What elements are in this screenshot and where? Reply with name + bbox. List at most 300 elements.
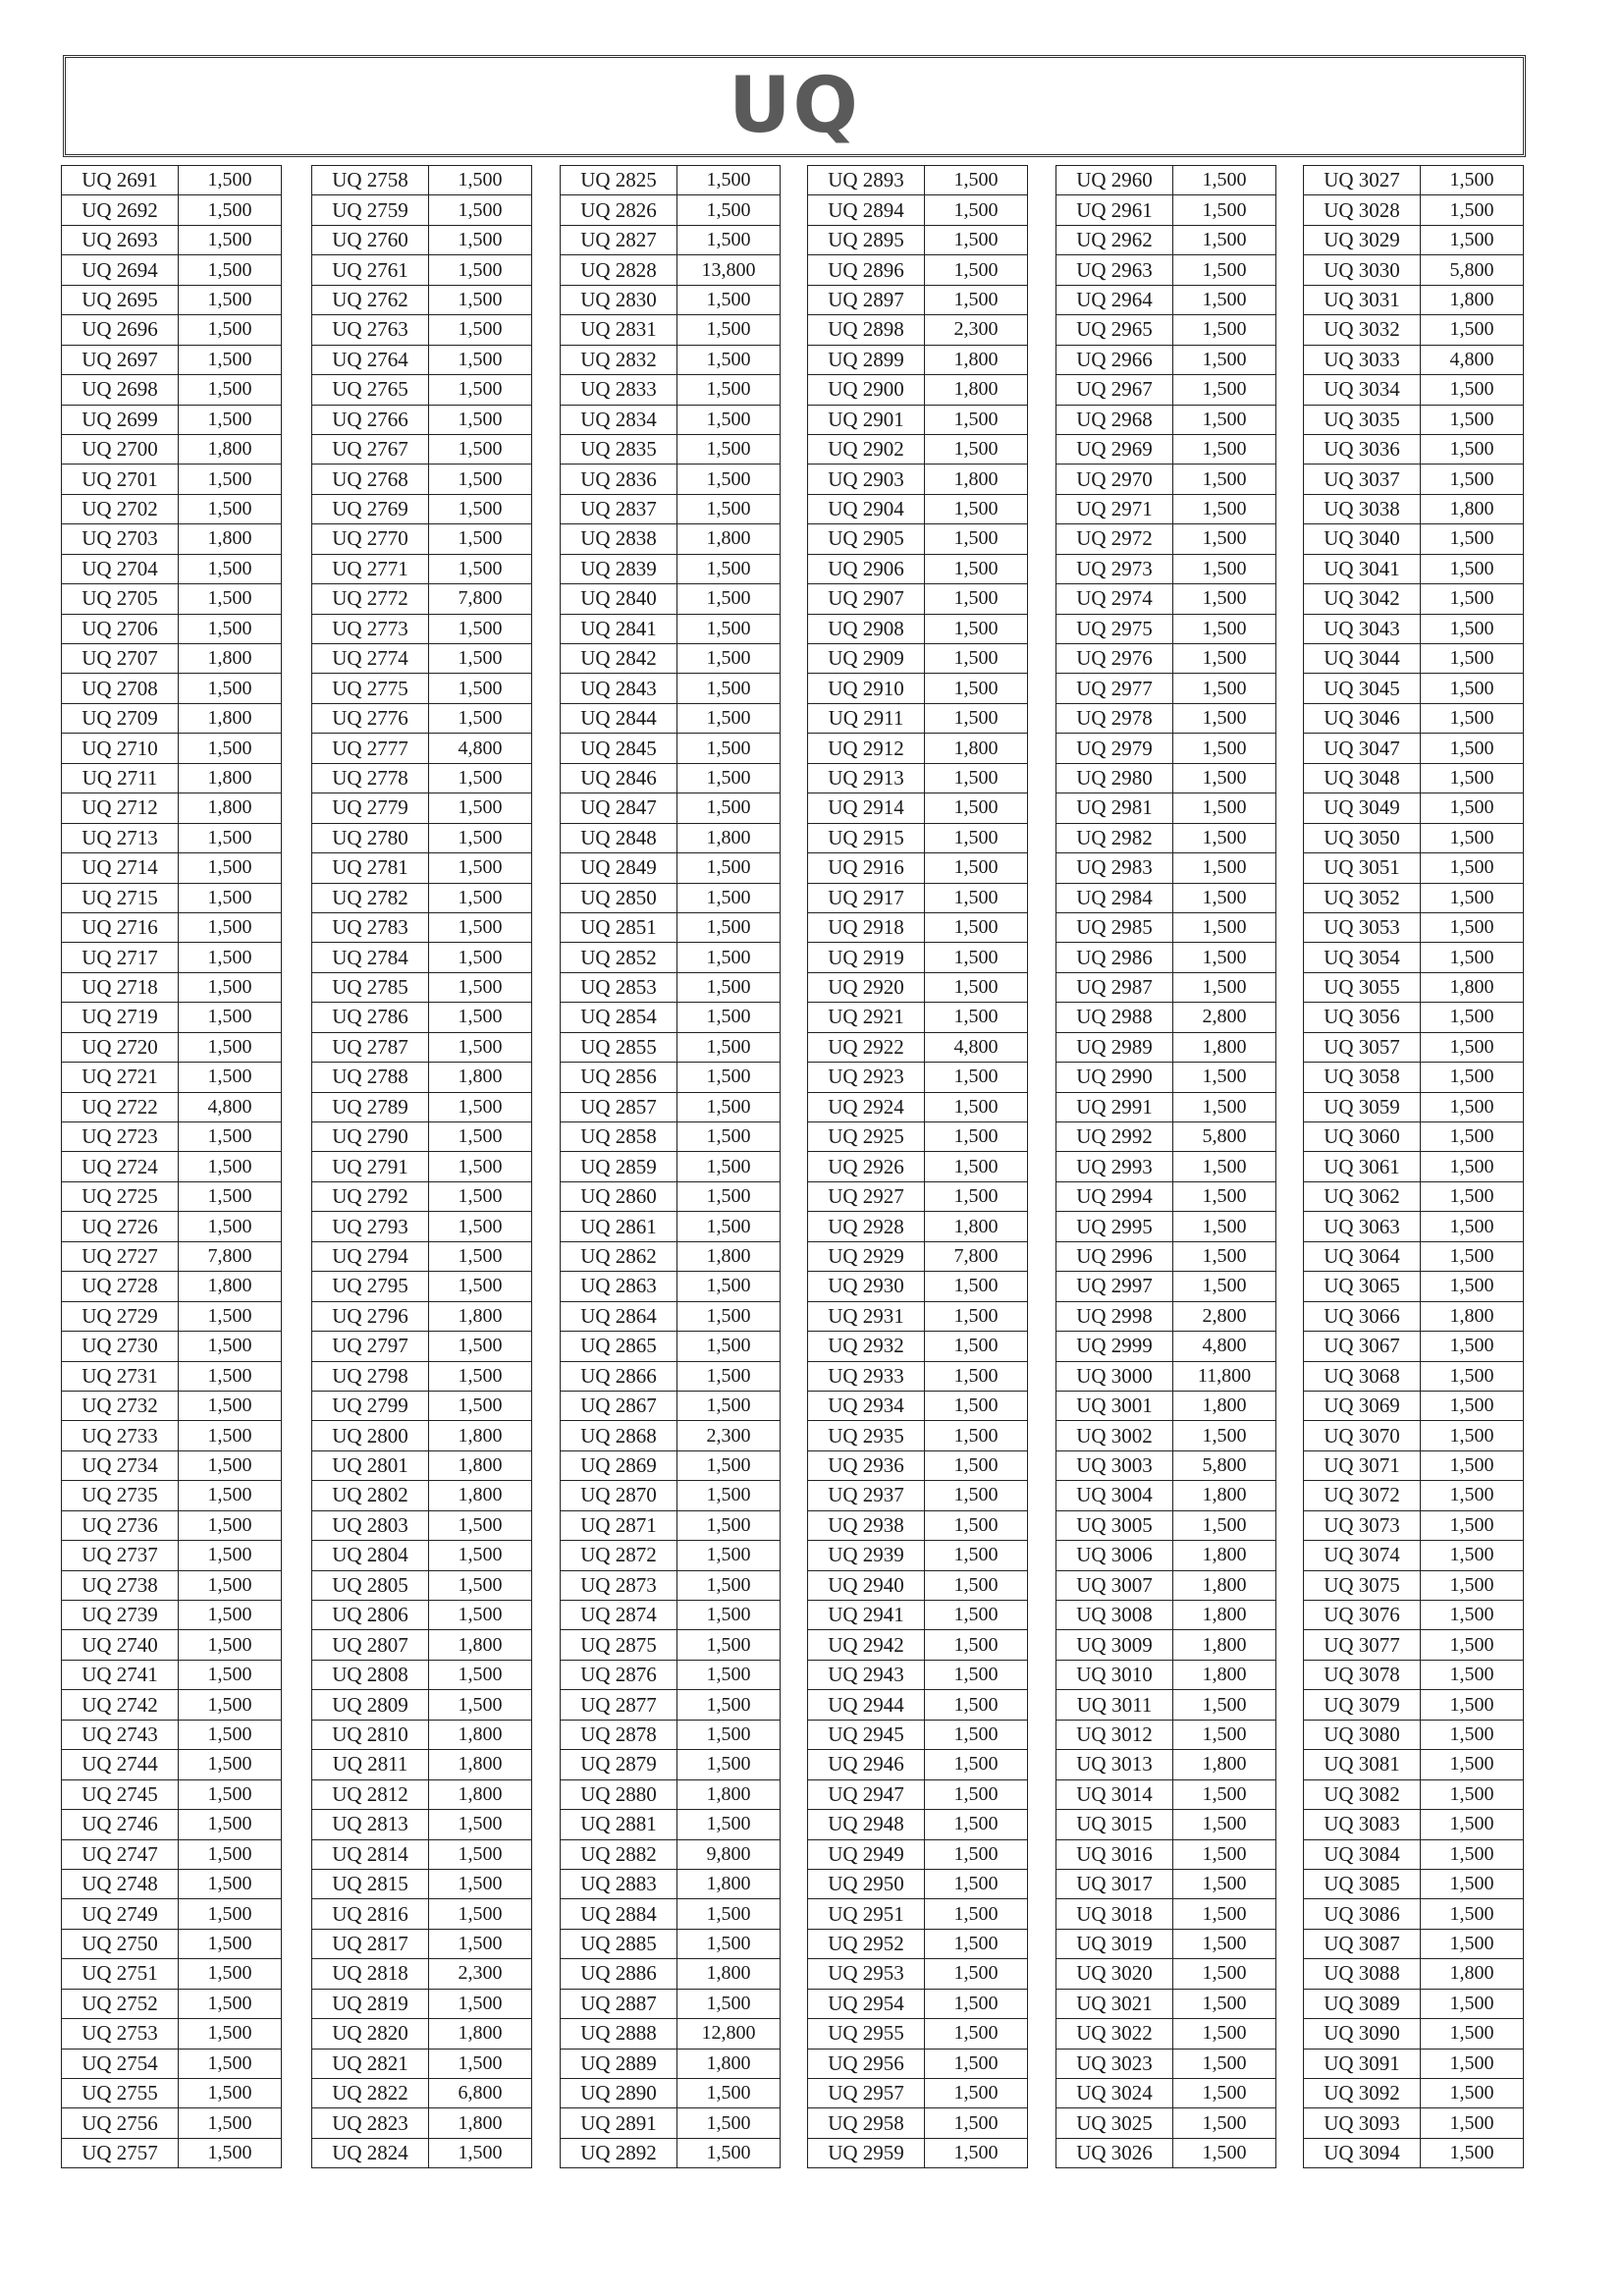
- item-code: UQ 2859: [561, 1152, 677, 1181]
- table-row: [1056, 1510, 1276, 1540]
- item-price: 1,500: [1173, 1690, 1276, 1720]
- table-row: [1056, 1839, 1276, 1869]
- item-code: UQ 2768: [312, 465, 429, 494]
- item-code: UQ 3079: [1304, 1690, 1421, 1720]
- table-row: [62, 2049, 282, 2078]
- item-price: 1,500: [1173, 793, 1276, 823]
- item-price: 1,500: [179, 1929, 282, 1958]
- table-row: [1304, 1989, 1524, 2018]
- item-code: UQ 2907: [808, 584, 925, 614]
- table-row: [1056, 2049, 1276, 2078]
- item-code: UQ 2962: [1056, 225, 1173, 254]
- item-price: 1,500: [677, 644, 781, 674]
- table-row: [62, 1181, 282, 1211]
- table-row: [312, 1601, 532, 1630]
- item-price: 1,500: [429, 1122, 532, 1152]
- table-row: [1056, 1570, 1276, 1600]
- item-price: 1,500: [179, 1510, 282, 1540]
- table-row: [561, 1450, 781, 1480]
- item-code: UQ 3083: [1304, 1810, 1421, 1839]
- table-row: [1056, 1003, 1276, 1032]
- table-row: [561, 793, 781, 823]
- item-code: UQ 2795: [312, 1272, 429, 1301]
- table-row: [1304, 1810, 1524, 1839]
- table-row: [1056, 912, 1276, 942]
- item-code: UQ 2757: [62, 2138, 179, 2167]
- table-row: [1304, 1601, 1524, 1630]
- table-row: [1056, 644, 1276, 674]
- item-code: UQ 2973: [1056, 554, 1173, 583]
- table-row: [1304, 1839, 1524, 1869]
- item-code: UQ 2938: [808, 1510, 925, 1540]
- table-row: [561, 1570, 781, 1600]
- item-price: 1,500: [179, 1959, 282, 1989]
- item-price: 1,500: [429, 674, 532, 703]
- item-code: UQ 3005: [1056, 1510, 1173, 1540]
- item-price: 1,500: [179, 195, 282, 225]
- item-code: UQ 2968: [1056, 405, 1173, 434]
- table-row: [1056, 1660, 1276, 1689]
- item-code: UQ 2944: [808, 1690, 925, 1720]
- item-price: 1,500: [1421, 1630, 1524, 1660]
- table-row: [1056, 674, 1276, 703]
- item-code: UQ 3075: [1304, 1570, 1421, 1600]
- item-code: UQ 2811: [312, 1750, 429, 1779]
- table-row: [62, 225, 282, 254]
- item-code: UQ 2993: [1056, 1152, 1173, 1181]
- item-code: UQ 2777: [312, 734, 429, 763]
- table-row: [808, 1989, 1028, 2018]
- item-price: 1,500: [179, 584, 282, 614]
- item-code: UQ 2991: [1056, 1092, 1173, 1121]
- table-row: [62, 943, 282, 972]
- item-price: 1,500: [925, 2108, 1028, 2138]
- item-price: 1,500: [677, 1391, 781, 1420]
- item-code: UQ 2747: [62, 1839, 179, 1869]
- table-row: [1304, 703, 1524, 733]
- table-row: [62, 1301, 282, 1331]
- item-code: UQ 3031: [1304, 285, 1421, 314]
- item-price: 1,500: [1421, 1750, 1524, 1779]
- table-row: [1056, 1152, 1276, 1181]
- table-row: [808, 1601, 1028, 1630]
- table-row: [808, 1929, 1028, 1958]
- table-row: [312, 285, 532, 314]
- item-price: 1,500: [429, 883, 532, 912]
- item-code: UQ 2875: [561, 1630, 677, 1660]
- item-price: 1,500: [925, 1929, 1028, 1958]
- item-code: UQ 2850: [561, 883, 677, 912]
- item-code: UQ 3006: [1056, 1541, 1173, 1570]
- item-code: UQ 2753: [62, 2019, 179, 2049]
- table-row: [312, 2079, 532, 2108]
- item-code: UQ 2909: [808, 644, 925, 674]
- item-code: UQ 2693: [62, 225, 179, 254]
- item-code: UQ 2819: [312, 1989, 429, 2018]
- item-price: 1,500: [677, 465, 781, 494]
- item-code: UQ 3060: [1304, 1122, 1421, 1152]
- item-price: 1,500: [1421, 1720, 1524, 1749]
- item-code: UQ 3040: [1304, 524, 1421, 554]
- item-code: UQ 2901: [808, 405, 925, 434]
- table-row: [561, 225, 781, 254]
- item-code: UQ 2749: [62, 1899, 179, 1929]
- item-code: UQ 2985: [1056, 912, 1173, 942]
- item-code: UQ 2881: [561, 1810, 677, 1839]
- item-price: 4,800: [1421, 345, 1524, 374]
- table-row: [312, 1361, 532, 1391]
- table-row: [1056, 1989, 1276, 2018]
- item-price: 1,500: [1173, 1063, 1276, 1092]
- table-row: [1056, 345, 1276, 374]
- item-price: 1,500: [925, 285, 1028, 314]
- item-code: UQ 2843: [561, 674, 677, 703]
- table-row: [312, 2019, 532, 2049]
- item-code: UQ 2694: [62, 255, 179, 285]
- item-price: 1,500: [1173, 345, 1276, 374]
- item-code: UQ 2739: [62, 1601, 179, 1630]
- table-row: [1056, 2079, 1276, 2108]
- table-row: [561, 1690, 781, 1720]
- item-code: UQ 2723: [62, 1122, 179, 1152]
- item-code: UQ 2765: [312, 375, 429, 405]
- item-code: UQ 3049: [1304, 793, 1421, 823]
- item-price: 1,500: [429, 703, 532, 733]
- table-row: [312, 1181, 532, 1211]
- table-row: [1304, 255, 1524, 285]
- table-row: [62, 1450, 282, 1480]
- item-code: UQ 2815: [312, 1869, 429, 1898]
- item-code: UQ 3046: [1304, 703, 1421, 733]
- item-price: 1,500: [925, 1869, 1028, 1898]
- table-row: [808, 1810, 1028, 1839]
- item-code: UQ 2792: [312, 1181, 429, 1211]
- item-code: UQ 3068: [1304, 1361, 1421, 1391]
- table-row: [62, 734, 282, 763]
- table-row: [1304, 1630, 1524, 1660]
- price-column-2: [311, 165, 532, 2168]
- item-code: UQ 2734: [62, 1450, 179, 1480]
- item-price: 1,500: [677, 1063, 781, 1092]
- item-code: UQ 2838: [561, 524, 677, 554]
- table-row: [62, 255, 282, 285]
- item-price: 1,500: [179, 1152, 282, 1181]
- item-price: 1,500: [1173, 644, 1276, 674]
- table-row: [312, 1063, 532, 1092]
- item-code: UQ 2822: [312, 2079, 429, 2108]
- item-code: UQ 2849: [561, 853, 677, 883]
- item-price: 1,500: [677, 943, 781, 972]
- item-price: 1,500: [925, 1122, 1028, 1152]
- table-row: [561, 166, 781, 195]
- table-row: [1304, 1391, 1524, 1420]
- item-price: 2,800: [1173, 1003, 1276, 1032]
- item-code: UQ 2763: [312, 315, 429, 345]
- table-row: [808, 1332, 1028, 1361]
- item-code: UQ 3047: [1304, 734, 1421, 763]
- item-price: 1,800: [1173, 1570, 1276, 1600]
- item-price: 1,500: [1173, 674, 1276, 703]
- table-row: [808, 1541, 1028, 1570]
- item-price: 1,500: [677, 375, 781, 405]
- table-row: [808, 883, 1028, 912]
- table-row: [808, 1779, 1028, 1809]
- item-code: UQ 3055: [1304, 972, 1421, 1002]
- table-row: [312, 166, 532, 195]
- item-price: 1,500: [429, 1391, 532, 1420]
- item-price: 1,500: [429, 853, 532, 883]
- table-row: [561, 1779, 781, 1809]
- item-price: 1,500: [429, 1361, 532, 1391]
- item-code: UQ 2878: [561, 1720, 677, 1749]
- table-row: [561, 614, 781, 643]
- item-code: UQ 2862: [561, 1241, 677, 1271]
- item-price: 1,500: [677, 1660, 781, 1689]
- table-row: [312, 912, 532, 942]
- item-code: UQ 2937: [808, 1481, 925, 1510]
- item-price: 5,800: [1421, 255, 1524, 285]
- item-price: 1,500: [1421, 1122, 1524, 1152]
- item-price: 1,500: [429, 1660, 532, 1689]
- table-row: [62, 1032, 282, 1062]
- item-price: 1,500: [677, 494, 781, 523]
- item-code: UQ 2790: [312, 1122, 429, 1152]
- table-row: [312, 823, 532, 852]
- item-price: 1,500: [677, 883, 781, 912]
- item-code: UQ 2981: [1056, 793, 1173, 823]
- table-row: [561, 285, 781, 314]
- table-row: [1304, 674, 1524, 703]
- item-price: 1,500: [429, 1690, 532, 1720]
- table-row: [808, 225, 1028, 254]
- item-code: UQ 2751: [62, 1959, 179, 1989]
- table-row: [1304, 524, 1524, 554]
- item-code: UQ 2796: [312, 1301, 429, 1331]
- table-row: [561, 1301, 781, 1331]
- item-code: UQ 2830: [561, 285, 677, 314]
- item-code: UQ 2813: [312, 1810, 429, 1839]
- table-row: [312, 584, 532, 614]
- item-price: 1,500: [179, 1899, 282, 1929]
- table-row: [1056, 1241, 1276, 1271]
- table-row: [1056, 1332, 1276, 1361]
- item-code: UQ 2793: [312, 1212, 429, 1241]
- item-price: 1,500: [925, 1181, 1028, 1211]
- item-price: 1,500: [677, 225, 781, 254]
- table-row: [312, 195, 532, 225]
- item-price: 1,500: [1173, 494, 1276, 523]
- table-row: [312, 674, 532, 703]
- item-price: 1,500: [925, 1450, 1028, 1480]
- item-price: 1,500: [1173, 405, 1276, 434]
- item-price: 1,800: [677, 1779, 781, 1809]
- item-code: UQ 2726: [62, 1212, 179, 1241]
- item-price: 1,500: [1421, 883, 1524, 912]
- item-code: UQ 2783: [312, 912, 429, 942]
- item-price: 1,500: [179, 1122, 282, 1152]
- table-row: [1056, 1690, 1276, 1720]
- table-row: [561, 2079, 781, 2108]
- table-row: [62, 883, 282, 912]
- item-price: 1,500: [925, 1899, 1028, 1929]
- item-price: 1,800: [925, 345, 1028, 374]
- item-code: UQ 3067: [1304, 1332, 1421, 1361]
- item-code: UQ 2947: [808, 1779, 925, 1809]
- item-code: UQ 2911: [808, 703, 925, 733]
- item-price: 1,500: [429, 614, 532, 643]
- item-code: UQ 2874: [561, 1601, 677, 1630]
- table-row: [312, 1929, 532, 1958]
- item-price: 1,500: [1173, 853, 1276, 883]
- table-row: [62, 375, 282, 405]
- item-price: 1,500: [429, 1899, 532, 1929]
- table-row: [808, 1720, 1028, 1749]
- item-code: UQ 2930: [808, 1272, 925, 1301]
- item-price: 1,500: [925, 943, 1028, 972]
- item-code: UQ 2877: [561, 1690, 677, 1720]
- item-price: 1,500: [1421, 465, 1524, 494]
- table-row: [312, 1839, 532, 1869]
- item-price: 1,500: [1173, 972, 1276, 1002]
- item-price: 1,500: [1173, 1929, 1276, 1958]
- item-price: 1,800: [179, 434, 282, 464]
- item-code: UQ 3004: [1056, 1481, 1173, 1510]
- table-row: [312, 1989, 532, 2018]
- item-price: 1,500: [677, 2108, 781, 2138]
- item-code: UQ 3063: [1304, 1212, 1421, 1241]
- price-column-1: [61, 165, 282, 2168]
- item-code: UQ 2825: [561, 166, 677, 195]
- item-code: UQ 2892: [561, 2138, 677, 2167]
- item-code: UQ 2942: [808, 1630, 925, 1660]
- item-code: UQ 3052: [1304, 883, 1421, 912]
- table-row: [808, 1212, 1028, 1241]
- item-code: UQ 2725: [62, 1181, 179, 1211]
- item-code: UQ 3077: [1304, 1630, 1421, 1660]
- item-code: UQ 2729: [62, 1301, 179, 1331]
- item-price: 1,800: [677, 1959, 781, 1989]
- table-row: [312, 225, 532, 254]
- item-code: UQ 2732: [62, 1391, 179, 1420]
- item-price: 1,500: [925, 225, 1028, 254]
- item-price: 1,500: [1421, 1421, 1524, 1450]
- item-price: 1,500: [925, 1152, 1028, 1181]
- table-row: [561, 1241, 781, 1271]
- item-code: UQ 3021: [1056, 1989, 1173, 2018]
- item-price: 9,800: [677, 1839, 781, 1869]
- item-price: 1,500: [429, 1570, 532, 1600]
- item-code: UQ 2992: [1056, 1122, 1173, 1152]
- table-row: [312, 375, 532, 405]
- item-code: UQ 2876: [561, 1660, 677, 1689]
- table-row: [561, 1810, 781, 1839]
- item-code: UQ 3088: [1304, 1959, 1421, 1989]
- item-code: UQ 2896: [808, 255, 925, 285]
- table-row: [561, 1869, 781, 1898]
- item-price: 1,500: [429, 972, 532, 1002]
- table-row: [312, 1779, 532, 1809]
- table-row: [312, 614, 532, 643]
- table-row: [62, 674, 282, 703]
- item-code: UQ 2990: [1056, 1063, 1173, 1092]
- item-price: 1,500: [429, 195, 532, 225]
- item-price: 1,500: [1173, 912, 1276, 942]
- table-row: [1056, 1750, 1276, 1779]
- table-row: [1304, 434, 1524, 464]
- table-row: [62, 1690, 282, 1720]
- item-code: UQ 2784: [312, 943, 429, 972]
- item-code: UQ 2820: [312, 2019, 429, 2049]
- item-price: 1,500: [925, 1750, 1028, 1779]
- item-code: UQ 2986: [1056, 943, 1173, 972]
- item-price: 1,500: [1173, 1869, 1276, 1898]
- table-row: [1056, 1272, 1276, 1301]
- table-row: [1056, 434, 1276, 464]
- item-price: 1,500: [429, 1212, 532, 1241]
- table-row: [312, 883, 532, 912]
- item-price: 1,500: [429, 1003, 532, 1032]
- table-row: [561, 554, 781, 583]
- item-price: 1,500: [179, 2079, 282, 2108]
- item-code: UQ 2946: [808, 1750, 925, 1779]
- table-row: [312, 1541, 532, 1570]
- item-price: 1,500: [1173, 1989, 1276, 2018]
- item-code: UQ 2871: [561, 1510, 677, 1540]
- table-row: [561, 1212, 781, 1241]
- item-code: UQ 2778: [312, 763, 429, 793]
- item-code: UQ 2908: [808, 614, 925, 643]
- table-row: [1056, 1361, 1276, 1391]
- table-row: [561, 1929, 781, 1958]
- table-row: [561, 1989, 781, 2018]
- table-row: [1304, 345, 1524, 374]
- item-code: UQ 2950: [808, 1869, 925, 1898]
- item-price: 1,500: [429, 943, 532, 972]
- item-price: 12,800: [677, 2019, 781, 2049]
- table-row: [561, 883, 781, 912]
- item-code: UQ 2705: [62, 584, 179, 614]
- item-code: UQ 2916: [808, 853, 925, 883]
- item-price: 1,500: [1421, 554, 1524, 583]
- table-row: [1056, 405, 1276, 434]
- item-code: UQ 2996: [1056, 1241, 1173, 1271]
- item-code: UQ 2717: [62, 943, 179, 972]
- item-code: UQ 2737: [62, 1541, 179, 1570]
- table-row: [561, 2049, 781, 2078]
- table-row: [561, 912, 781, 942]
- table-row: [1304, 943, 1524, 972]
- item-price: 1,500: [925, 584, 1028, 614]
- item-price: 1,500: [429, 1839, 532, 1869]
- table-row: [808, 1750, 1028, 1779]
- item-price: 1,500: [179, 853, 282, 883]
- item-price: 1,500: [1173, 1720, 1276, 1749]
- table-row: [1304, 2138, 1524, 2167]
- item-code: UQ 2722: [62, 1092, 179, 1121]
- item-code: UQ 3036: [1304, 434, 1421, 464]
- table-row: [1056, 465, 1276, 494]
- table-row: [808, 703, 1028, 733]
- item-code: UQ 2809: [312, 1690, 429, 1720]
- item-price: 1,500: [1173, 2108, 1276, 2138]
- table-row: [1304, 1510, 1524, 1540]
- table-row: [1056, 285, 1276, 314]
- item-price: 1,500: [677, 285, 781, 314]
- item-code: UQ 3013: [1056, 1750, 1173, 1779]
- item-price: 1,500: [1173, 375, 1276, 405]
- item-code: UQ 2861: [561, 1212, 677, 1241]
- item-price: 1,500: [1421, 1690, 1524, 1720]
